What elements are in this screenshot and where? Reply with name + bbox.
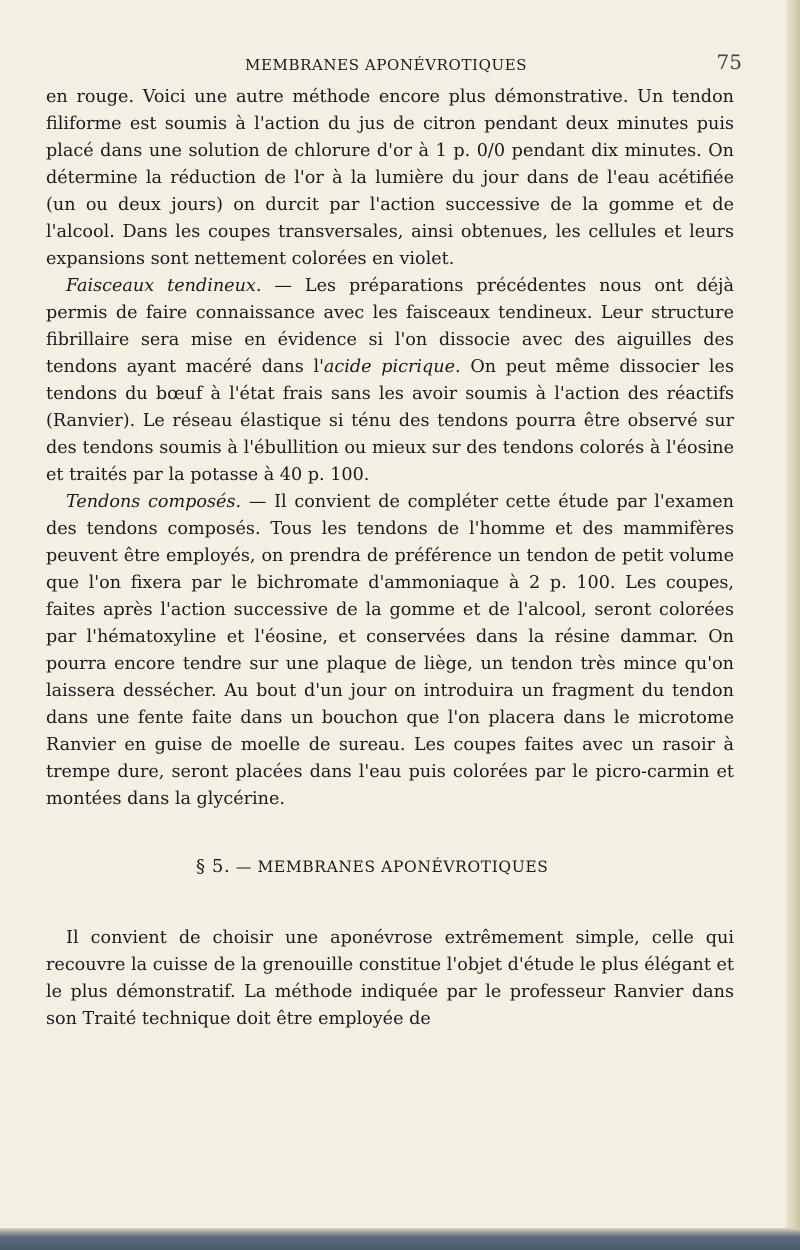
page-edge-right [786,0,800,1250]
section-number: § 5. [196,856,231,877]
page-number: 75 [716,50,742,74]
page-edge-bottom [0,1228,800,1250]
section-dash: — [230,858,258,876]
section-title: MEMBRANES APONÉVROTIQUES [257,858,549,876]
paragraph-tendons-composes: Tendons composés. — Il convient de compléter cette étude par l'examen des tendons composés. Tous les tendons de l'homme et des mammifères peuvent être employés, on prendra de préférence un tendon de petit volume que l'on fixera par le bichromate d'ammoniaque à 2 p. 100. Les coupes, faites après l'action successive de la gomme et de l'alcool, seront colorées par l'hématoxyline et l'éosine, et conservées dans la résine dammar. On pourra encore tendre sur une plaque de liège, un tendon très mince qu'on laissera dessécher. Au bout d'un jour on introduira un fragment du tendon dans une fente faite dans un bouchon que l'on placera dans le microtome Ranvier en guise de moelle de sureau. Les coupes faites avec un rasoir à trempe dure, seront placées dans l'eau puis colorées par le picro-carmin et montées dans la glycérine. [46,492,734,809]
page-header [40,50,760,80]
body-text [46,84,734,1033]
paragraph-gold-chloride-method: en rouge. Voici une autre méthode encore plus démonstrative. Un tendon filiforme est soumis à l'action du jus de citron pendant deux minutes puis placé dans une solution de chlorure d'or à 1 p. 0/0 pendant dix minutes. On détermine la réduction de l'or à la lumière du jour dans de l'eau acétifiée (un ou deux jours) on durcit par l'action successive de la gomme et de l'alcool. Dans les coupes transversales, ainsi obtenues, les cellules et leurs expansions sont nettement colorées en violet. [46,87,734,269]
term-acide-picrique: acide picrique [323,357,456,377]
paragraph-faisceaux-tendineux: Faisceaux tendineux. — Les préparations précédentes nous ont déjà permis de faire connaissance avec les faisceaux tendineux. Leur structure fibrillaire sera mise en évidence si l'on dissocie avec des aiguilles des tendons ayant macéré dans l'acide picrique. On peut même dissocier les tendons du bœuf à l'état frais sans les avoir soumis à l'action des réactifs (Ranvier). Le réseau élastique si ténu des tendons pourra être observé sur des tendons soumis à l'ébullition ou mieux sur des tendons colorés à l'éosine et traités par la potasse à 40 p. 100. [46,276,734,485]
subheading-tendons-composes: Tendons composés. [66,492,242,512]
paragraph-aponevrose: Il convient de choisir une aponévrose extrêmement simple, celle qui recouvre la cuisse de la grenouille constitue l'objet d'étude le plus élégant et le plus démonstratif. La méthode indiquée par le professeur Ranvier dans son Traité technique doit être employée de [46,928,734,1029]
section-heading [46,853,734,881]
running-title: MEMBRANES APONÉVROTIQUES [245,56,528,74]
subheading-faisceaux-tendineux: Faisceaux tendineux. [66,276,262,296]
